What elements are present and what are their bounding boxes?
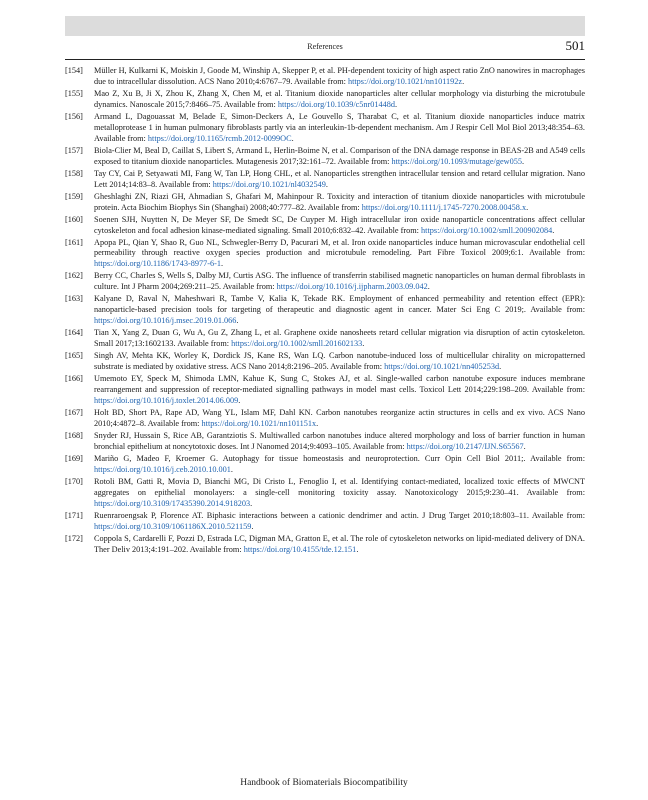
reference-item — [65, 192, 585, 214]
reference-number: [160] — [65, 214, 83, 224]
reference-tail: . — [395, 99, 398, 109]
doi-link[interactable]: https://doi.org/10.1039/c5nr01448d — [277, 99, 396, 109]
reference-item — [65, 431, 585, 453]
reference-text: Holt BD, Short PA, Rape AD, Wang YL, Islam MF, Dahl KN. Carbon nanotubes reorganize actin structures in cells and ex vivo. ACS Nano 2010;4:4872–8. Available from: — [94, 408, 585, 428]
doi-link[interactable]: https://doi.org/10.1016/j.ceb.2010.10.001 — [94, 464, 231, 474]
reference-item — [65, 511, 585, 533]
reference-list — [65, 66, 585, 557]
doi-link[interactable]: https://doi.org/10.1186/1743-8977-6-1 — [94, 259, 221, 269]
doi-link[interactable]: https://doi.org/10.1021/nn101151x — [201, 418, 317, 428]
page-header — [65, 37, 585, 60]
reference-tail: . — [230, 464, 233, 474]
reference-text: Berry CC, Charles S, Wells S, Dalby MJ, Curtis ASG. The influence of transferrin stabilised magnetic nanoparticles on human dermal fibroblasts in culture. Int J Pharm 2004;269:211–25. Available from: — [94, 271, 585, 292]
reference-item — [65, 112, 585, 145]
reference-item — [65, 215, 585, 237]
reference-tail: . — [521, 156, 525, 166]
book-title-footer: Handbook of Biomaterials Biocompatibility — [240, 778, 408, 788]
reference-text: Ruenraroengsak P, Florence AT. Biphasic interactions between a cationic dendrimer and actin. J Drug Target 2010;18:803–11. Available from: — [94, 510, 585, 520]
doi-link[interactable]: https://doi.org/10.4155/tde.12.151 — [243, 544, 357, 554]
doi-link[interactable]: https://doi.org/10.3109/1061186X.2010.521159 — [94, 521, 252, 531]
reference-number: [172] — [65, 533, 83, 543]
reference-tail: . — [236, 316, 239, 326]
reference-tail: . — [220, 259, 224, 269]
doi-link[interactable]: https://doi.org/10.1016/j.toxlet.2014.06.009 — [94, 395, 239, 405]
reference-item — [65, 351, 585, 373]
doi-link[interactable]: https://doi.org/10.1016/j.ijpharm.2003.09.042 — [276, 282, 428, 292]
reference-number: [157] — [65, 145, 83, 155]
reference-number: [155] — [65, 88, 83, 98]
reference-number: [166] — [65, 374, 83, 384]
reference-tail: . — [362, 339, 365, 349]
reference-number: [170] — [65, 476, 83, 486]
reference-text: Singh AV, Mehta KK, Worley K, Dordick JS, Kane RS, Wan LQ. Carbon nanotube-induced loss of multicellular chirality on micropatterned substrate is mediated by oxidative stress. ACS Nano 2014;8:2196–205. Available from: — [94, 351, 585, 372]
reference-item — [65, 146, 585, 168]
reference-text: Coppola S, Cardarelli F, Pozzi D, Estrada LC, Digman MA, Gratton E, et al. The role of cytoskeleton networks on lipid-mediated delivery of DNA. Ther Deliv 2013;4:191–202. Available from: — [94, 533, 585, 554]
reference-item — [65, 328, 585, 350]
reference-item — [65, 89, 585, 111]
reference-tail: . — [250, 498, 253, 508]
reference-text: Tian X, Yang Z, Duan G, Wu A, Gu Z, Zhang L, et al. Graphene oxide nanosheets retard cellular migration via disruption of actin cytoskeleton. Small 2017;13:1602133. Available from: — [94, 328, 585, 349]
reference-text: Biola-Clier M, Beal D, Caillat S, Libert S, Armand L, Herlin-Boime N, et al. Comparison of the DNA damage response in BEAS-2B and A549 cells exposed to titanium dioxide nanoparticles. Mutagenesis 2017;32:161–72. Available from: — [94, 145, 585, 166]
reference-text: Soenen SJH, Nuytten N, De Meyer SF, De Smedt SC, De Cuyper M. High intracellular iron oxide nanoparticle concentrations affect cellular cytoskeleton and focal adhesion kinase-mediated signaling. Small 2010;6:832–42. Available from: — [94, 214, 585, 235]
reference-item — [65, 271, 585, 293]
reference-tail: . — [526, 202, 529, 212]
reference-tail: . — [325, 179, 328, 189]
reference-text: Rotoli BM, Gatti R, Movia D, Bianchi MG, Di Cristo L, Fenoglio I, et al. Identifying contact-mediated, localized toxic effects of MWCNT aggregates on epithelial monolayers: a single-cell monitoring toxicity assay. Nanotoxicology 2015;9:230–41. Available from: — [94, 476, 585, 497]
reference-item — [65, 477, 585, 510]
reference-item — [65, 374, 585, 407]
reference-number: [163] — [65, 294, 83, 304]
reference-tail: . — [251, 521, 254, 531]
doi-link[interactable]: https://doi.org/10.1165/rcmb.2012-0099OC — [147, 133, 292, 143]
reference-tail: . — [499, 362, 502, 372]
doi-link[interactable]: https://doi.org/10.1021/nn405253d — [384, 362, 500, 372]
reference-item — [65, 294, 585, 327]
reference-text: Apopa PL, Qian Y, Shao R, Guo NL, Schwegler-Berry D, Pacurari M, et al. Iron oxide nanoparticles induce human microvascular endothelial cell permeability through reactive oxygen species production and microtubule remodeling. Part Fibre Toxicol 2009;6:1. Available from: — [94, 237, 585, 258]
reference-item — [65, 534, 585, 556]
reference-text: Kalyane D, Raval N, Maheshwari R, Tambe V, Kalia K, Tekade RK. Employment of enhanced permeability and retention effect (EPR): nanoparticle-based precision tools for targeting of therapeutic and diagnostic agent in cancer. Mater Sci Eng C 2019;. Available from: — [94, 294, 585, 315]
reference-item — [65, 66, 585, 88]
reference-tail: . — [316, 418, 319, 428]
reference-tail: . — [356, 544, 359, 554]
doi-link[interactable]: https://doi.org/10.1016/j.msec.2019.01.066 — [94, 316, 237, 326]
header-bar — [65, 16, 585, 36]
reference-text: Tay CY, Cai P, Setyawati MI, Fang W, Tan LP, Hong CHL, et al. Nanoparticles strengthen intracellular tension and retard cellular migration. Nano Lett 2014;14:83–8. Available from: — [94, 168, 585, 189]
doi-link[interactable]: https://doi.org/10.3109/17435390.2014.918203 — [94, 498, 251, 508]
reference-number: [169] — [65, 453, 83, 463]
reference-tail: . — [462, 76, 465, 86]
page-number: 501 — [565, 38, 585, 53]
reference-number: [164] — [65, 328, 83, 338]
reference-number: [161] — [65, 237, 83, 247]
reference-number: [162] — [65, 271, 83, 281]
doi-link[interactable]: https://doi.org/10.1021/nl4032549 — [212, 179, 326, 189]
reference-number: [154] — [65, 66, 83, 75]
doi-link[interactable]: https://doi.org/10.1021/nn101192z — [347, 76, 463, 86]
reference-number: [168] — [65, 430, 83, 440]
reference-number: [165] — [65, 351, 83, 361]
reference-text: Mariño G, Madeo F, Kroemer G. Autophagy for tissue homeostasis and neuroprotection. Curr Opin Cell Biol 2011;. Available from: — [94, 453, 585, 463]
reference-item — [65, 238, 585, 271]
reference-tail: . — [427, 282, 430, 292]
reference-text: Mao Z, Xu B, Ji X, Zhou K, Zhang X, Chen M, et al. Titanium dioxide nanoparticles alter cellular morphology via disturbing the microtubule dynamics. Nanoscale 2015;7:8466–75. Available from: — [94, 88, 585, 109]
reference-tail: . — [523, 441, 526, 451]
doi-link[interactable]: https://doi.org/10.1111/j.1745-7270.2008.00458.x — [361, 202, 527, 212]
doi-link[interactable]: https://doi.org/10.2147/IJN.S65567 — [406, 441, 524, 451]
doi-link[interactable]: https://doi.org/10.1002/smll.200902084 — [421, 225, 553, 235]
doi-link[interactable]: https://doi.org/10.1002/smll.201602133 — [231, 339, 363, 349]
reference-text: Gheshlaghi ZN, Riazi GH, Ahmadian S, Ghafari M, Mahinpour R. Toxicity and interaction of titanium dioxide nanoparticles with microtubule protein. Acta Biochim Biophys Sin (Shanghai) 2008;40:777–82. Available from: — [94, 191, 585, 212]
reference-number: [167] — [65, 408, 83, 418]
reference-text: Müller H, Kulkarni K, Moiskin J, Goode M, Winship A, Skepper P, et al. PH-dependent toxicity of high aspect ratio ZnO nanowires in macrophages due to intracellular dissolution. ACS Nano 2010;4:6767–79. Available from: — [94, 66, 585, 86]
reference-tail: . — [238, 395, 241, 405]
reference-text: Snyder RJ, Hussain S, Rice AB, Garantziotis S. Multiwalled carbon nanotubes induce altered morphology and loss of barrier function in human bronchial epithelium at noncytotoxic doses. Int J Nanomed 2014;9:4093–105. Available from: — [94, 430, 585, 451]
reference-number: [159] — [65, 191, 83, 201]
reference-text: Armand L, Dagouassat M, Belade E, Simon-Deckers A, Le Gouvello S, Tharabat C, et al. Titanium dioxide nanoparticles induce matrix metalloprotease 1 in human pulmonary fibroblasts partly via an interleukin-1b-dependent mechanism. Am J Respir Cell Mol Biol 2013;48:354–63. Available from: — [94, 111, 585, 143]
doi-link[interactable]: https://doi.org/10.1093/mutage/gew055 — [391, 156, 522, 166]
reference-number: [171] — [65, 510, 83, 520]
reference-text: Umemoto EY, Speck M, Shimoda LMN, Kahue K, Sung C, Stokes AJ, et al. Single-walled carbon nanotube exposure induces membrane rearrangement and suppression of receptor-mediated signalling pathways in model mast cells. Toxicol Lett 2014;229:198–209. Available from: — [94, 374, 585, 395]
reference-number: [156] — [65, 111, 83, 121]
reference-item — [65, 408, 585, 430]
reference-tail: . — [552, 225, 555, 235]
running-head: References — [307, 42, 343, 51]
reference-item — [65, 454, 585, 476]
reference-number: [158] — [65, 168, 83, 178]
reference-tail: . — [291, 133, 294, 143]
reference-item — [65, 169, 585, 191]
